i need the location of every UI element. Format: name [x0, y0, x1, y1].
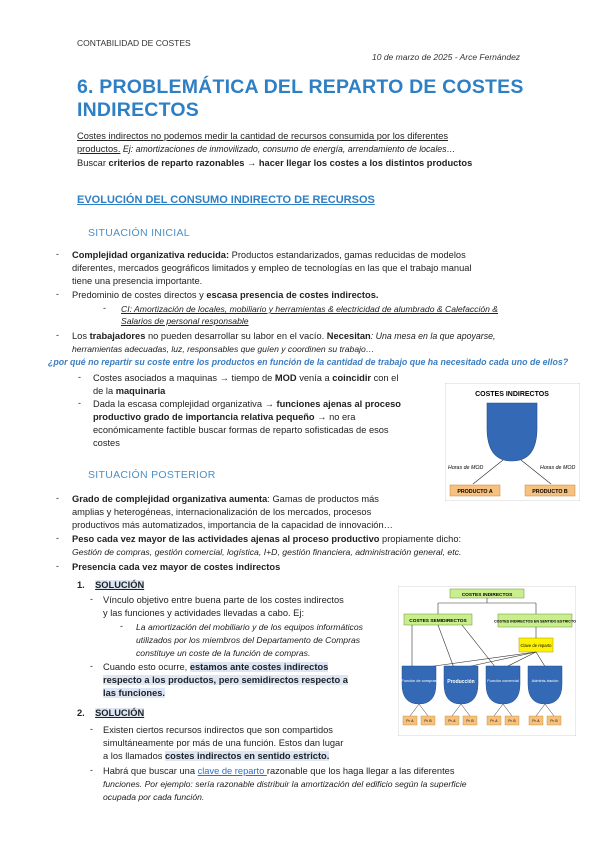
- posterior-bullet-1: [72, 493, 430, 505]
- inicial-b2-bold: escasa presencia de costes indirectos.: [206, 290, 379, 300]
- intro-products: productos.: [77, 144, 121, 154]
- inicial-bullet-3: [72, 330, 547, 342]
- intro-line-3: [77, 157, 547, 169]
- diagram2-f4: Adminis-tración: [531, 678, 559, 683]
- inicial-b2-sub-1: CI: Amortización de locales, mobiliario y herramientas & electricidad de alumbrado & Calefacción &: [121, 304, 499, 314]
- posterior-b1-bold: Grado de complejidad organizativa aumenta: [72, 494, 268, 504]
- diagram-initial: [445, 383, 580, 501]
- inicial-question: ¿por qué no repartir su coste entre los productos en función de la cantidad de trabajo que ha necesitado cada uno de ellos?: [48, 357, 569, 367]
- bullet-dash: -: [120, 621, 123, 631]
- intro-example: Ej: amortizaciones de inmovilizado, consumo de energía, arrendamiento de locales…: [120, 144, 456, 154]
- posterior-b1-line2: amplias y heterogéneas, internacionalización de los mercados, procesos: [72, 507, 372, 517]
- inicial-b1-line3: tiene una presencia importante.: [72, 276, 203, 286]
- sol1-text-2-line2: [103, 674, 348, 686]
- inicial-b3-e: : Una mesa en la que apoyarse,: [370, 331, 496, 341]
- intro-line-1: Costes indirectos no podemos medir la cantidad de recursos consumida por los diferentes: [77, 131, 449, 141]
- bullet-dash: -: [90, 594, 93, 604]
- sol1-text-2-line3: [103, 687, 165, 699]
- bullet-dash: -: [90, 765, 93, 775]
- doc-header-right: 10 de marzo de 2025 - Arce Fernández: [372, 52, 521, 62]
- inicial-sub-2-line3: económicamente factible buscar formas de reparto sofisticadas de esos: [93, 425, 389, 435]
- inicial-s1-a: Costes asociados a maquinas → tiempo de: [93, 373, 275, 383]
- inicial-s1-e: con el: [371, 373, 399, 383]
- function-sales-shape: [486, 666, 520, 704]
- inicial-s2-a: Dada la escasa complejidad organizativa →: [93, 399, 277, 409]
- bullet-dash: -: [78, 398, 81, 408]
- function-admin-shape: [528, 666, 562, 704]
- diagram2-top: COSTES INDIRECTOS: [461, 593, 513, 598]
- inicial-bullet-2: [72, 289, 378, 301]
- bullet-dash: -: [56, 249, 59, 259]
- section-heading: EVOLUCIÓN DEL CONSUMO INDIRECTO DE RECURSOS: [77, 194, 375, 206]
- posterior-b1-text: : Gamas de productos más: [267, 494, 379, 504]
- inicial-b2-sub-2: Salarios de personal responsable: [121, 316, 249, 326]
- inicial-s1-c: venía a: [296, 373, 333, 383]
- page-title: 6. PROBLEMÁTICA DEL REPARTO DE COSTES INDIRECTOS: [77, 76, 524, 121]
- sol1-text-2: [103, 661, 393, 673]
- bullet-dash: -: [56, 561, 59, 571]
- solution-2-label: SOLUCIÓN: [95, 708, 145, 718]
- inicial-b1-text: Productos estandarizados, gamas reducidas de modelos: [229, 250, 466, 260]
- inicial-s1-b: MOD: [274, 373, 297, 383]
- diagram1-prod-b: PRODUCTO B: [532, 489, 568, 495]
- sol1-t2l2: respecto a los productos, pero semidirectos respecto a: [103, 675, 348, 685]
- bullet-dash: -: [90, 661, 93, 671]
- inicial-s1-d: coincidir: [332, 373, 372, 383]
- diagram2-f3: Función comercial: [487, 678, 519, 683]
- prod-label: Pr. B: [466, 719, 474, 723]
- posterior-bullet-2: [72, 533, 552, 545]
- posterior-b2-text: propiamente dicho:: [379, 534, 462, 544]
- prod-label: Pr. A: [406, 719, 414, 723]
- inicial-sub-2: [93, 398, 438, 410]
- inicial-s1l2-b: maquinaria: [115, 386, 166, 396]
- sol1-sub-2: utilizados por los miembros del Departamento de Compras: [136, 635, 361, 645]
- sol2-text-1: Existen ciertos recursos indirectos que son compartidos: [103, 725, 333, 735]
- inicial-sub-2-line4: costes: [93, 438, 120, 448]
- inicial-bullet-1: [72, 249, 537, 261]
- sol2-text-2: [103, 765, 543, 777]
- bullet-dash: -: [90, 724, 93, 734]
- prod-label: Pr. A: [532, 719, 540, 723]
- posterior-b1-line3: productivos más automatizados, importancia de la capacidad de innovación…: [72, 520, 393, 530]
- sol2-t1l3-b: costes indirectos en sentido estricto.: [165, 751, 330, 761]
- prod-label: Pr. A: [490, 719, 498, 723]
- solution-1-num: 1.: [77, 580, 85, 590]
- function-production-shape: [444, 666, 478, 704]
- inicial-s2l2-a: productivo grado de importancia relativa pequeño: [93, 412, 315, 422]
- posterior-b2-bold: Peso cada vez mayor de las actividades ajenas al proceso productivo: [72, 534, 380, 544]
- inicial-b3-c: no pueden desarrollar su labor en el vacío.: [145, 331, 327, 341]
- bullet-dash: -: [56, 533, 59, 543]
- diagram2-semi: COSTES SEMIDIRECTOS: [409, 619, 467, 624]
- bullet-dash: -: [103, 303, 106, 313]
- sol1-text-1: Vínculo objetivo entre buena parte de los costes indirectos: [103, 595, 344, 605]
- inicial-s1l2-a: de la: [93, 386, 116, 396]
- clave-de-reparto-link[interactable]: clave de reparto: [197, 766, 267, 776]
- inicial-b3-d: Necesitan: [326, 331, 371, 341]
- function-purchases-shape: [402, 666, 436, 704]
- intro-criteria: criterios de reparto razonables → hacer llegar los costes a los distintos productos: [108, 158, 473, 168]
- inicial-s2l2-b: → no era: [314, 412, 356, 422]
- sol2-t2-a: Habrá que buscar una: [103, 766, 198, 776]
- diagram1-title: COSTES INDIRECTOS: [475, 391, 549, 398]
- sol2-text-2-line2: funciones. Por ejemplo: sería razonable distribuir la amortización del edificio según la superficie: [103, 779, 467, 789]
- inicial-s2-b: funciones ajenas al proceso: [276, 399, 401, 409]
- inicial-heading: SITUACIÓN INICIAL: [88, 227, 190, 239]
- solution-1-heading: [77, 580, 144, 590]
- diagram1-left-label: Horas de MOD: [448, 465, 484, 471]
- posterior-bullet-3: Presencia cada vez mayor de costes indirectos: [72, 562, 281, 572]
- bullet-dash: -: [56, 289, 59, 299]
- diagram-frame: [398, 586, 576, 736]
- solution-2-heading: [77, 708, 144, 718]
- prod-label: Pr. B: [424, 719, 432, 723]
- bullet-dash: -: [56, 493, 59, 503]
- inicial-sub-2-line2: [93, 411, 438, 423]
- sol1-t2-b: estamos ante costes indirectos: [189, 662, 329, 672]
- sol1-sub-1: La amortización del mobiliario y de los equipos informáticos: [136, 622, 363, 632]
- bullet-dash: -: [78, 372, 81, 382]
- inicial-b3-a: Los: [72, 331, 90, 341]
- sol2-t1l3-a: a los llamados: [103, 751, 166, 761]
- sol2-text-1-line2: simultáneamente por más de una función. Estos dan lugar: [103, 738, 344, 748]
- prod-label: Pr. B: [550, 719, 558, 723]
- solution-2-num: 2.: [77, 708, 85, 718]
- diagram2-strict: COSTES INDIRECTOS EN SENTIDO ESTRICTO: [493, 619, 576, 624]
- prod-label: Pr. A: [448, 719, 456, 723]
- posterior-heading: SITUACIÓN POSTERIOR: [88, 469, 216, 481]
- inicial-b2-text: Predominio de costes directos y: [72, 290, 207, 300]
- sol2-text-1-line3: [103, 750, 329, 762]
- posterior-b2-line2: Gestión de compras, gestión comercial, logística, I+D, gestión financiera, administración general, etc.: [72, 547, 462, 557]
- inicial-b3-b: trabajadores: [89, 331, 146, 341]
- inicial-b3-line2: herramientas adecuadas, luz, responsables que guíen y coordinen su trabajo…: [72, 344, 375, 354]
- intro-search: Buscar: [77, 158, 109, 168]
- diagram1-prod-a: PRODUCTO A: [457, 489, 493, 495]
- diagram-semidirect: [398, 586, 576, 736]
- prod-label: Pr. B: [508, 719, 516, 723]
- intro-line-2: [77, 143, 547, 155]
- inicial-sub-1: [93, 372, 438, 384]
- bullet-dash: -: [56, 330, 59, 340]
- inicial-sub-1-line2: [93, 385, 165, 397]
- doc-header-left: CONTABILIDAD DE COSTES: [77, 38, 191, 48]
- sol1-text-1-line2: y las funciones y actividades llevadas a cabo. Ej:: [103, 608, 305, 618]
- sol2-t2-c: razonable que los haga llegar a las diferentes: [266, 766, 455, 776]
- cost-funnel-shape: [487, 403, 537, 461]
- sol1-t2l3: las funciones.: [103, 688, 165, 698]
- sol1-sub-3: constituye un coste de la función de compras.: [136, 648, 311, 658]
- inicial-b1-bold: Complejidad organizativa reducida:: [72, 250, 230, 260]
- diagram1-right-label: Horas de MOD: [540, 465, 576, 471]
- sol1-t2-a: Cuando esto ocurre,: [103, 662, 190, 672]
- solution-1-label: SOLUCIÓN: [95, 580, 145, 590]
- diagram2-clave: Clave de reparto: [520, 643, 552, 648]
- diagram2-f2: Producción: [447, 679, 475, 685]
- sol2-text-2-line3: ocupada por cada función.: [103, 792, 205, 802]
- diagram2-f1: Función de compras: [401, 678, 437, 683]
- inicial-b1-line2: diferentes, mercados geográficos limitados y empleo de tecnologías en las que el trabajo manual: [72, 263, 472, 273]
